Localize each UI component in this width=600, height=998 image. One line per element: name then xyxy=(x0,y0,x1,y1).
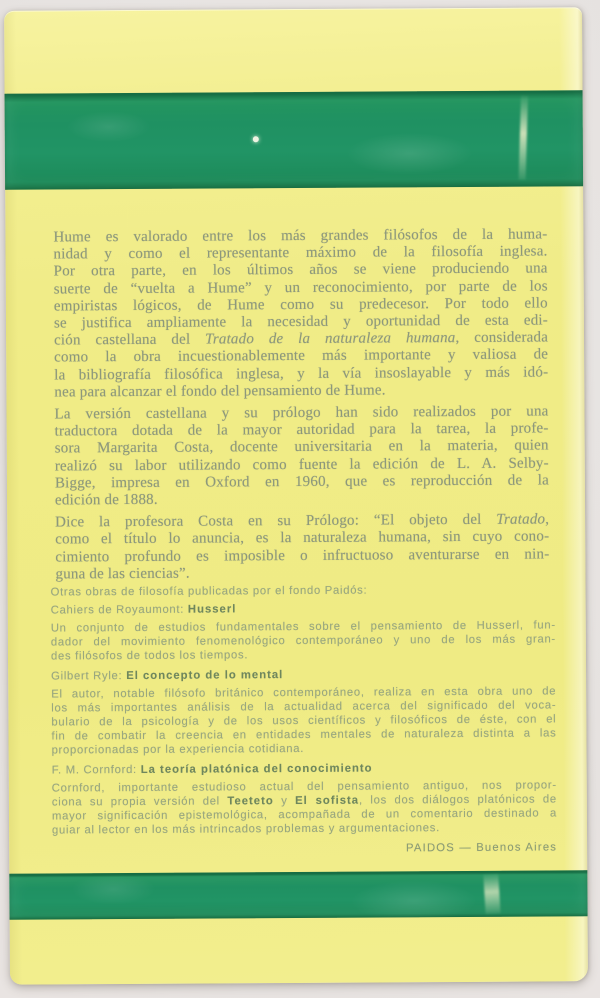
text-line: sora Margarita Costa, docente universitaria en la materia, quien xyxy=(54,437,549,457)
text-line: El autor, notable filósofo británico contemporáneo, realiza en esta obra uno de xyxy=(51,685,557,701)
text-line: dador del movimiento fenomenológico contemporáneo y uno de los más gran- xyxy=(50,633,556,649)
text-line: Por otra parte, en los últimos años se viene produciendo una xyxy=(53,260,548,280)
text-line: Bigge, impresa en Oxford en 1960, que es reproducción de la xyxy=(54,472,549,492)
text-line: proporcionadas por la experiencia cotidiana. xyxy=(51,742,305,757)
text-line: nea para alcanzar el fondo del pensamiento de Hume. xyxy=(54,382,386,401)
text-line: guiar al lector en los más intrincados problemas y argumentaciones. xyxy=(52,822,440,837)
text-line: Cornford, importante estudioso actual del pensamiento antiguo, nos propor- xyxy=(51,779,557,795)
book-back-cover xyxy=(4,7,588,985)
scuff-mark xyxy=(483,873,500,914)
text-line: edición de 1888. xyxy=(54,491,158,509)
text-line: suerte de “vuelta a Hume” y un reconocimiento, por parte de los xyxy=(53,278,548,298)
text-line: Hume es valorado entre los más grandes filósofos de la huma- xyxy=(53,226,548,246)
speck-mark xyxy=(253,136,259,142)
text-line: realizó su labor utilizando como fuente la edición de L. A. Selby- xyxy=(54,455,549,475)
publisher-imprint: PAIDOS — Buenos Aires xyxy=(405,841,558,855)
text-line: cimiento profundo es imposible o infructuoso aventurarse en nin- xyxy=(55,546,550,566)
text-line: fin de combatir la creencia en entidades mentales de naturaleza distinta a las xyxy=(51,727,557,743)
main-text xyxy=(53,226,549,588)
catalog-section xyxy=(51,582,558,857)
catalog-entry xyxy=(52,760,557,837)
top-green-band xyxy=(5,90,584,190)
text-line: ción castellana del Tratado de la naturaleza humana, considerada xyxy=(53,329,549,349)
catalog-entries xyxy=(51,600,557,837)
text-line: nidad y como el representante máximo de la filosofía inglesa. xyxy=(53,243,548,263)
text-line: los más importantes análisis de la actualidad acerca del significado del voca- xyxy=(51,699,557,715)
text-line: como el título lo anuncia, es la naturaleza humana, sin cuyo cono- xyxy=(55,528,550,548)
text-line: Un conjunto de estudios fundamentales sobre el pensamiento de Husserl, fun- xyxy=(50,619,556,635)
paragraph xyxy=(53,226,548,401)
text-line: traductora dotada de la mayor autoridad para la tarea, la profe- xyxy=(54,420,549,440)
text-line: bulario de la psicología y de los usos científicos y filosóficos de éste, con el xyxy=(51,713,557,729)
catalog-entry-title: Gilbert Ryle: El concepto de lo mental xyxy=(51,669,284,683)
text-line: mayor significación epistemológica, acompañada de un comentario destinado a xyxy=(51,807,557,823)
text-line: ciona su propia versión del Teeteto y El sofista, los dos diálogos platónicos de xyxy=(51,793,557,809)
catalog-entry-title: F. M. Cornford: La teoría platónica del conocimiento xyxy=(51,762,373,777)
catalog-entry xyxy=(51,600,556,663)
text-line: Dice la profesora Costa en su Prólogo: “El objeto del Tratado, xyxy=(55,511,550,531)
text-line: guna de las ciencias”. xyxy=(55,565,190,583)
bottom-green-band xyxy=(9,870,587,920)
catalog-entry-title: Cahiers de Royaumont: Husserl xyxy=(50,603,237,617)
scuff-mark xyxy=(519,96,528,180)
catalog-header: Otras obras de filosofía publicadas por el fondo Paidós: xyxy=(50,584,368,599)
catalog-entry-description xyxy=(52,778,557,837)
catalog-entry-description xyxy=(51,618,556,663)
text-line: empiristas lógicos, de Hume como su predecesor. Por todo ello xyxy=(53,295,548,315)
catalog-entry-description xyxy=(51,684,556,757)
paragraph xyxy=(55,512,549,584)
text-line: la bibliografía filosófica inglesa, y la vía insoslayable y más idó- xyxy=(54,364,549,384)
catalog-entry xyxy=(51,666,557,757)
text-line: La versión castellana y su prólogo han sido realizados por una xyxy=(54,403,549,423)
text-line: como la obra incuestionablemente más importante y valiosa de xyxy=(54,346,549,366)
text-line: des filósofos de todos los tiempos. xyxy=(50,649,249,663)
paragraph xyxy=(54,403,549,509)
text-line: se justifica ampliamente la necesidad y oportunidad de esta edi- xyxy=(53,312,548,332)
